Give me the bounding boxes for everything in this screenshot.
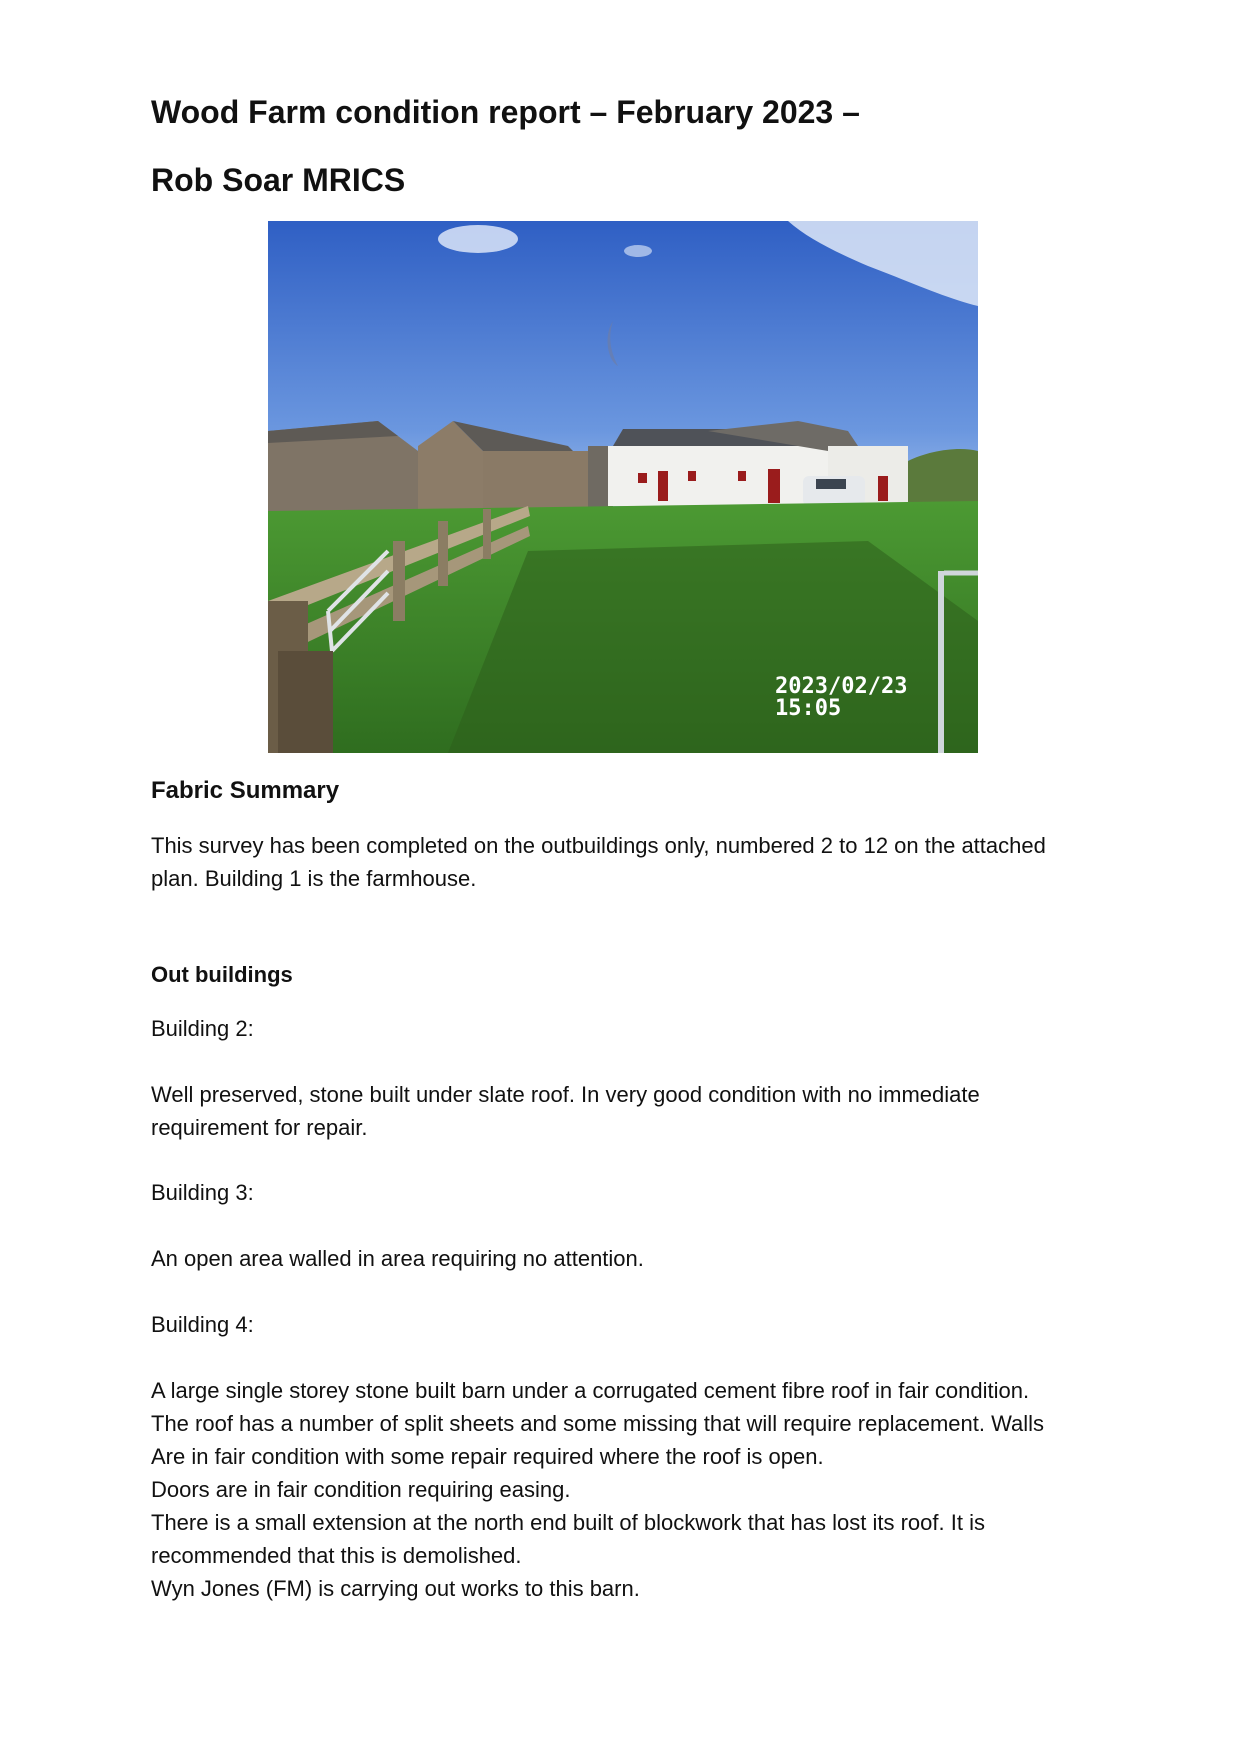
building-3-line: An open area walled in area requiring no attention. <box>151 1246 644 1271</box>
building-2-line: requirement for repair. <box>151 1115 368 1140</box>
building-4-line: There is a small extension at the north end built of blockwork that has lost its roof. It is <box>151 1510 985 1535</box>
building-4-label: Building 4: <box>151 1312 254 1337</box>
out-buildings-heading: Out buildings <box>151 962 293 987</box>
building-2-line: Well preserved, stone built under slate roof. In very good condition with no immediate <box>151 1082 980 1107</box>
fabric-summary-line: plan. Building 1 is the farmhouse. <box>151 866 477 891</box>
farm-photo-illustration <box>268 221 978 753</box>
building-2-label: Building 2: <box>151 1016 254 1041</box>
building-4-line: Doors are in fair condition requiring easing. <box>151 1477 571 1502</box>
photo-timestamp-date: 2023/02/23 <box>775 674 908 699</box>
photo-timestamp-time: 15:05 <box>775 696 842 721</box>
building-4-paragraph <box>151 1374 1111 1605</box>
report-title-line-1: Wood Farm condition report – February 2023 – <box>151 94 860 130</box>
building-3-paragraph <box>151 1242 1111 1275</box>
building-4-line: A large single storey stone built barn under a corrugated cement fibre roof in fair condition. <box>151 1378 1030 1403</box>
farm-photo <box>268 221 978 753</box>
building-3-label: Building 3: <box>151 1180 254 1205</box>
fabric-summary-paragraph <box>151 829 1111 895</box>
building-4-line: recommended that this is demolished. <box>151 1543 522 1568</box>
fabric-summary-heading: Fabric Summary <box>151 777 340 804</box>
report-title-line-2: Rob Soar MRICS <box>151 162 406 198</box>
building-4-line: Are in fair condition with some repair required where the roof is open. <box>151 1444 824 1469</box>
building-4-line: Wyn Jones (FM) is carrying out works to this barn. <box>151 1576 640 1601</box>
fabric-summary-line: This survey has been completed on the outbuildings only, numbered 2 to 12 on the attached <box>151 833 1046 858</box>
building-4-line: The roof has a number of split sheets and some missing that will require replacement. Walls <box>151 1411 1045 1436</box>
building-2-paragraph <box>151 1078 1111 1144</box>
